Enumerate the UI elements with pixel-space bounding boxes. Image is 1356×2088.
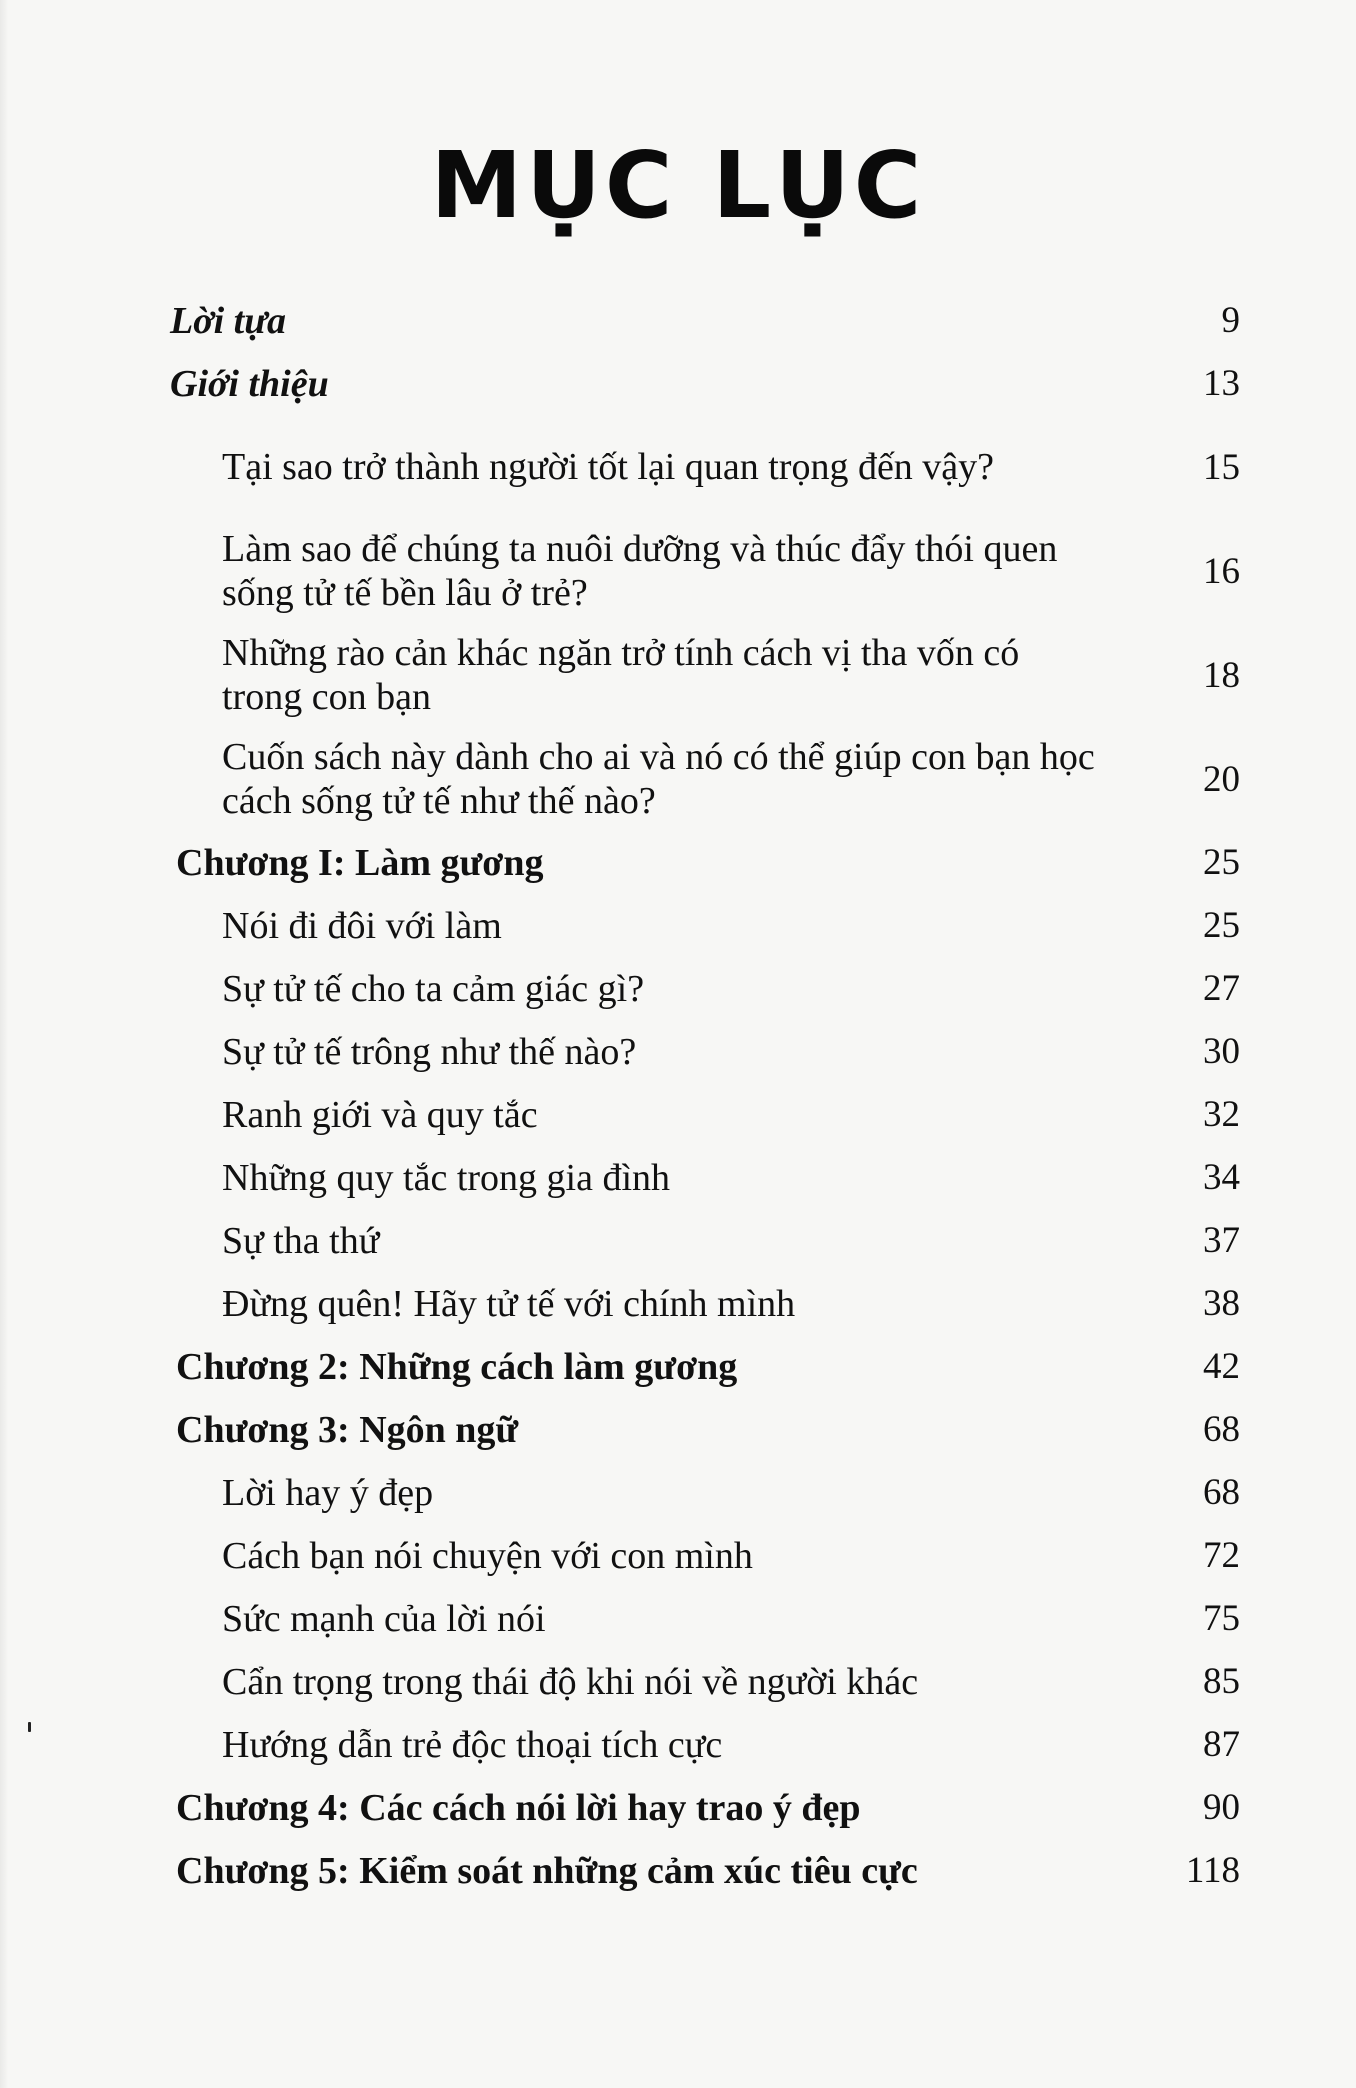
toc-entry-label: Ranh giới và quy tắc [222,1093,538,1136]
table-of-contents [170,290,1240,1903]
toc-entry-section [170,1273,1240,1336]
toc-entry-page: 34 [1203,1157,1240,1199]
toc-entry-label: Nói đi đôi với làm [222,904,502,947]
toc-entry-page: 68 [1203,1409,1240,1451]
toc-entry-section [170,958,1240,1021]
toc-entry-page: 15 [1203,446,1240,488]
toc-entry-section [170,520,1240,624]
toc-entry-section [170,416,1240,520]
toc-entry-label: Hướng dẫn trẻ độc thoại tích cực [222,1723,723,1766]
toc-entry-page: 30 [1203,1031,1240,1073]
toc-entry-page: 72 [1203,1535,1240,1577]
toc-entry-chapter [170,1840,1240,1903]
toc-entry-page: 38 [1203,1283,1240,1325]
page-edge-shadow [0,0,8,2088]
toc-entry-section [170,1651,1240,1714]
toc-entry-page: 9 [1221,300,1240,342]
toc-entry-section [170,1714,1240,1777]
toc-entry-page: 87 [1203,1724,1240,1766]
toc-entry-page: 13 [1203,363,1240,405]
toc-entry-section [170,1084,1240,1147]
toc-entry-page: 42 [1203,1346,1240,1388]
toc-entry-section [170,1210,1240,1273]
toc-entry-page: 37 [1203,1220,1240,1262]
toc-entry-page: 25 [1203,842,1240,884]
toc-entry-label: Chương 5: Kiểm soát những cảm xúc tiêu cực [176,1849,918,1892]
toc-entry-introduction [170,353,1240,416]
toc-entry-page: 16 [1203,550,1240,592]
toc-entry-page: 85 [1203,1661,1240,1703]
toc-entry-label: Sự tử tế trông như thế nào? [222,1030,637,1073]
toc-entry-label: Chương 3: Ngôn ngữ [176,1408,519,1451]
toc-entry-label: Làm sao để chúng ta nuôi dưỡng và thúc đẩy thói quen sống tử tế bền lâu ở trẻ? [222,528,1058,614]
toc-entry-preface [170,290,1240,353]
toc-entry-label: Chương 4: Các cách nói lời hay trao ý đẹp [176,1786,861,1829]
toc-entry-label: Chương 2: Những cách làm gương [176,1345,738,1388]
toc-entry-page: 18 [1203,654,1240,696]
toc-entry-label: Đừng quên! Hãy tử tế với chính mình [222,1282,796,1325]
toc-entry-page: 25 [1203,905,1240,947]
toc-entry-label: Sự tử tế cho ta cảm giác gì? [222,967,645,1010]
toc-entry-section [170,1525,1240,1588]
toc-entry-page: 20 [1203,758,1240,800]
toc-entry-label: Giới thiệu [170,362,329,405]
toc-entry-label: Chương I: Làm gương [176,841,544,884]
toc-entry-page: 68 [1203,1472,1240,1514]
toc-entry-section [170,895,1240,958]
toc-entry-section [170,1462,1240,1525]
toc-entry-page: 118 [1185,1850,1240,1892]
toc-entry-label: Những rào cản khác ngăn trở tính cách vị tha vốn có trong con bạn [222,632,1020,718]
toc-entry-label: Lời hay ý đẹp [222,1471,434,1514]
toc-entry-label: Tại sao trở thành người tốt lại quan trọng đến vậy? [222,446,995,489]
toc-entry-section [170,1147,1240,1210]
toc-entry-chapter [170,832,1240,895]
toc-entry-page: 90 [1203,1787,1240,1829]
toc-entry-label: Những quy tắc trong gia đình [222,1156,671,1199]
toc-entry-label: Sự tha thứ [222,1219,380,1262]
page-title: MỤC LỤC [430,132,926,239]
toc-entry-label: Sức mạnh của lời nói [222,1597,546,1640]
toc-entry-page: 32 [1203,1094,1240,1136]
toc-entry-section [170,1021,1240,1084]
toc-entry-label: Cách bạn nói chuyện với con mình [222,1534,753,1577]
toc-entry-section [170,1588,1240,1651]
scan-speck [28,1722,31,1732]
toc-entry-page: 75 [1203,1598,1240,1640]
toc-entry-chapter [170,1777,1240,1840]
toc-entry-label: Cẩn trọng trong thái độ khi nói về người khác [222,1660,919,1703]
toc-entry-page: 27 [1203,968,1240,1010]
toc-entry-chapter [170,1336,1240,1399]
toc-entry-section [170,624,1240,728]
toc-entry-label: Lời tựa [170,299,286,342]
toc-entry-chapter [170,1399,1240,1462]
toc-entry-section [170,728,1240,832]
toc-entry-label: Cuốn sách này dành cho ai và nó có thể giúp con bạn học cách sống tử tế như thế nào? [222,736,1095,822]
